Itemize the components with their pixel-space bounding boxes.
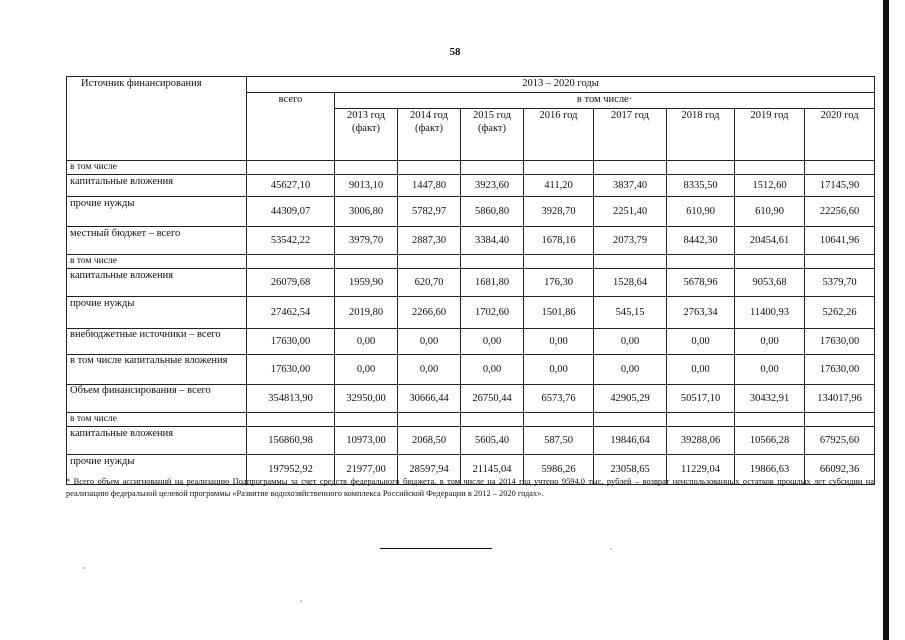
table-row bbox=[67, 175, 875, 197]
header-year-label: 2014 год bbox=[410, 110, 448, 121]
row-value: 0,00 bbox=[398, 355, 461, 385]
row-value: 3384,40 bbox=[461, 227, 524, 255]
row-label: капитальные вложения bbox=[67, 427, 247, 455]
row-value bbox=[735, 161, 805, 175]
section-row bbox=[67, 255, 875, 269]
row-value: 134017,96 bbox=[805, 385, 875, 413]
row-value: 156860,98 bbox=[247, 427, 335, 455]
row-label: капитальные вложения bbox=[67, 175, 247, 197]
row-value: 0,00 bbox=[461, 329, 524, 355]
row-value: 66092,36 bbox=[805, 455, 875, 485]
table-row bbox=[67, 329, 875, 355]
row-value: 1528,64 bbox=[594, 269, 667, 297]
row-value: 17630,00 bbox=[805, 355, 875, 385]
row-value: 5678,96 bbox=[667, 269, 735, 297]
row-value: 5262,26 bbox=[805, 297, 875, 329]
table-row bbox=[67, 355, 875, 385]
row-label: местный бюджет – всего bbox=[67, 227, 247, 255]
row-value: 0,00 bbox=[335, 355, 398, 385]
row-value: 19846,64 bbox=[594, 427, 667, 455]
row-value: 1959,90 bbox=[335, 269, 398, 297]
row-value: 32950,00 bbox=[335, 385, 398, 413]
row-value: 8335,50 bbox=[667, 175, 735, 197]
row-label: прочие нужды bbox=[67, 197, 247, 227]
header-year bbox=[524, 109, 594, 161]
row-value bbox=[398, 413, 461, 427]
row-label: внебюджетные источники – всего bbox=[67, 329, 247, 355]
row-value: 1501,86 bbox=[524, 297, 594, 329]
row-value: 28597,94 bbox=[398, 455, 461, 485]
row-value: 0,00 bbox=[335, 329, 398, 355]
row-value bbox=[398, 161, 461, 175]
row-label: Объем финансирования – всего bbox=[67, 385, 247, 413]
header-year bbox=[335, 109, 398, 161]
row-value: 9013,10 bbox=[335, 175, 398, 197]
row-value bbox=[524, 161, 594, 175]
header-year bbox=[594, 109, 667, 161]
row-value bbox=[398, 255, 461, 269]
row-value bbox=[805, 255, 875, 269]
header-year bbox=[461, 109, 524, 161]
row-value: 26750,44 bbox=[461, 385, 524, 413]
row-value: 5379,70 bbox=[805, 269, 875, 297]
row-value bbox=[335, 413, 398, 427]
row-value bbox=[461, 161, 524, 175]
row-value: 197952,92 bbox=[247, 455, 335, 485]
row-value bbox=[461, 255, 524, 269]
row-value: 5605,40 bbox=[461, 427, 524, 455]
scan-speck bbox=[83, 567, 85, 569]
header-year-label: 2020 год bbox=[820, 110, 859, 121]
row-value: 2073,79 bbox=[594, 227, 667, 255]
header-year-note: (факт) bbox=[477, 123, 506, 134]
scan-speck bbox=[610, 548, 612, 550]
header-year-label: 2015 год bbox=[473, 110, 511, 121]
row-value: 0,00 bbox=[667, 355, 735, 385]
row-value: 22256,60 bbox=[805, 197, 875, 227]
row-value: 23058,65 bbox=[594, 455, 667, 485]
row-value: 0,00 bbox=[524, 329, 594, 355]
row-value: 2019,80 bbox=[335, 297, 398, 329]
row-value: 44309,07 bbox=[247, 197, 335, 227]
row-value: 9053,68 bbox=[735, 269, 805, 297]
row-value: 2251,40 bbox=[594, 197, 667, 227]
header-year-label: 2019 год bbox=[750, 110, 789, 121]
separator-rule bbox=[380, 548, 492, 549]
row-value: 10973,00 bbox=[335, 427, 398, 455]
row-value: 1702,60 bbox=[461, 297, 524, 329]
row-value: 17145,90 bbox=[805, 175, 875, 197]
row-label: прочие нужды bbox=[67, 297, 247, 329]
row-value: 3928,70 bbox=[524, 197, 594, 227]
row-value bbox=[247, 413, 335, 427]
row-value bbox=[667, 161, 735, 175]
header-period: 2013 – 2020 годы bbox=[247, 77, 875, 93]
row-value: 2887,30 bbox=[398, 227, 461, 255]
row-value: 67925,60 bbox=[805, 427, 875, 455]
row-value: 411,20 bbox=[524, 175, 594, 197]
row-value: 17630,00 bbox=[247, 355, 335, 385]
row-value: 545,15 bbox=[594, 297, 667, 329]
table-row bbox=[67, 427, 875, 455]
section-row bbox=[67, 161, 875, 175]
row-value: 176,30 bbox=[524, 269, 594, 297]
scan-speck bbox=[300, 600, 302, 602]
row-value bbox=[335, 255, 398, 269]
row-value: 45627,10 bbox=[247, 175, 335, 197]
row-value: 26079,68 bbox=[247, 269, 335, 297]
row-value bbox=[667, 413, 735, 427]
row-value: 0,00 bbox=[461, 355, 524, 385]
header-year-label: 2013 год bbox=[347, 110, 385, 121]
table-row bbox=[67, 227, 875, 255]
row-value: 21977,00 bbox=[335, 455, 398, 485]
header-source: Источник финансирования bbox=[67, 77, 247, 161]
row-value bbox=[667, 255, 735, 269]
row-value: 11229,04 bbox=[667, 455, 735, 485]
row-value: 0,00 bbox=[594, 355, 667, 385]
row-value: 21145,04 bbox=[461, 455, 524, 485]
header-total: всего bbox=[247, 93, 335, 161]
header-year-note: (факт) bbox=[414, 123, 443, 134]
row-value: 5782,97 bbox=[398, 197, 461, 227]
header-year-label: 2018 год bbox=[681, 110, 720, 121]
row-value bbox=[247, 161, 335, 175]
row-value: 2068,50 bbox=[398, 427, 461, 455]
row-value: 1681,80 bbox=[461, 269, 524, 297]
row-label: в том числе bbox=[67, 413, 247, 427]
row-value bbox=[461, 413, 524, 427]
footnote: * Всего объем ассигнований на реализацию Подпрограммы за счет средств федерального бюджета, в том числе на 2014 год учтено 9594,0 тыс. рублей – возврат неиспользованных остатков прошлых лет субсидии на реализацию федеральной целевой программы «Развитие водохозяйственного комплекса Российской Федерации в 2012 – 2020 годах». bbox=[66, 477, 874, 498]
row-value bbox=[524, 255, 594, 269]
row-value: 0,00 bbox=[735, 355, 805, 385]
row-value: 587,50 bbox=[524, 427, 594, 455]
row-value: 354813,90 bbox=[247, 385, 335, 413]
row-label: в том числе капитальные вложения bbox=[67, 355, 247, 385]
row-value: 3923,60 bbox=[461, 175, 524, 197]
row-value: 10566,28 bbox=[735, 427, 805, 455]
row-label: прочие нужды bbox=[67, 455, 247, 485]
header-year-label: 2017 год bbox=[611, 110, 649, 121]
row-value bbox=[335, 161, 398, 175]
row-value: 0,00 bbox=[524, 355, 594, 385]
row-value: 20454,61 bbox=[735, 227, 805, 255]
row-value: 6573,76 bbox=[524, 385, 594, 413]
row-value: 8442,30 bbox=[667, 227, 735, 255]
section-row bbox=[67, 413, 875, 427]
row-value: 2763,34 bbox=[667, 297, 735, 329]
table-row bbox=[67, 269, 875, 297]
table-row bbox=[67, 197, 875, 227]
row-label: в том числе bbox=[67, 161, 247, 175]
row-value: 17630,00 bbox=[805, 329, 875, 355]
row-value bbox=[735, 255, 805, 269]
row-value: 30666,44 bbox=[398, 385, 461, 413]
row-value bbox=[247, 255, 335, 269]
row-value: 0,00 bbox=[667, 329, 735, 355]
page-number: 58 bbox=[449, 46, 461, 58]
row-value: 42905,29 bbox=[594, 385, 667, 413]
row-value: 53542,22 bbox=[247, 227, 335, 255]
row-value: 0,00 bbox=[398, 329, 461, 355]
row-value: 50517,10 bbox=[667, 385, 735, 413]
row-value bbox=[805, 413, 875, 427]
row-value: 5986,26 bbox=[524, 455, 594, 485]
row-value: 11400,93 bbox=[735, 297, 805, 329]
row-value: 10641,96 bbox=[805, 227, 875, 255]
row-value: 1512,60 bbox=[735, 175, 805, 197]
header-year bbox=[735, 109, 805, 161]
table-row bbox=[67, 385, 875, 413]
header-year bbox=[805, 109, 875, 161]
row-value: 3979,70 bbox=[335, 227, 398, 255]
row-value bbox=[805, 161, 875, 175]
row-value: 610,90 bbox=[667, 197, 735, 227]
row-value: 1678,16 bbox=[524, 227, 594, 255]
header-year-note: (факт) bbox=[351, 123, 380, 134]
row-value: 27462,54 bbox=[247, 297, 335, 329]
row-label: в том числе bbox=[67, 255, 247, 269]
row-value: 0,00 bbox=[594, 329, 667, 355]
row-value bbox=[594, 413, 667, 427]
header-year bbox=[667, 109, 735, 161]
financing-table bbox=[66, 76, 875, 485]
header-including: в том числе· bbox=[335, 93, 875, 109]
row-value: 19866,63 bbox=[735, 455, 805, 485]
row-value: 39288,06 bbox=[667, 427, 735, 455]
row-value bbox=[735, 413, 805, 427]
row-value: 5860,80 bbox=[461, 197, 524, 227]
row-value bbox=[594, 255, 667, 269]
header-year bbox=[398, 109, 461, 161]
row-value: 2266,60 bbox=[398, 297, 461, 329]
header-year-label: 2016 год bbox=[539, 110, 578, 121]
scan-edge-bar bbox=[883, 0, 889, 640]
table-row bbox=[67, 297, 875, 329]
row-value: 3837,40 bbox=[594, 175, 667, 197]
row-value: 17630,00 bbox=[247, 329, 335, 355]
row-value: 610,90 bbox=[735, 197, 805, 227]
row-value: 1447,80 bbox=[398, 175, 461, 197]
row-value bbox=[524, 413, 594, 427]
row-value: 620,70 bbox=[398, 269, 461, 297]
row-value: 0,00 bbox=[735, 329, 805, 355]
row-value: 3006,80 bbox=[335, 197, 398, 227]
row-value: 30432,91 bbox=[735, 385, 805, 413]
row-label: капитальные вложения bbox=[67, 269, 247, 297]
row-value bbox=[594, 161, 667, 175]
